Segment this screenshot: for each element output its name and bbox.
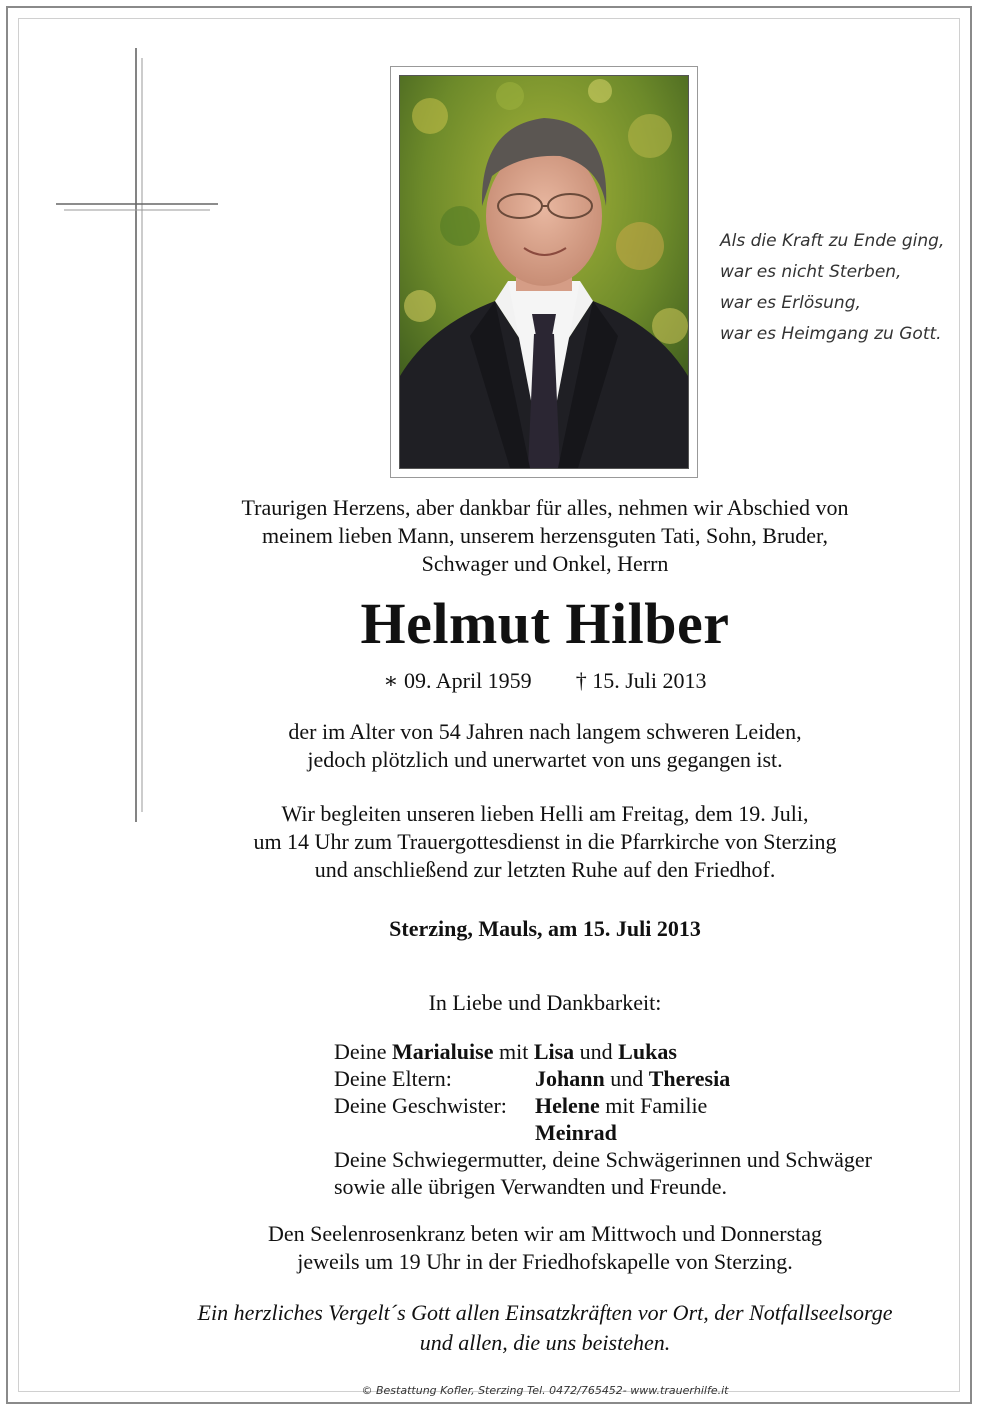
poem-line: war es nicht Sterben, <box>720 262 902 282</box>
intro-line: Traurigen Herzens, aber dankbar für alles, nehmen wir Abschied von <box>241 495 849 520</box>
intro-line: Schwager und Onkel, Herrn <box>421 551 669 576</box>
family-name: Theresia <box>648 1066 731 1091</box>
poem <box>720 226 970 350</box>
birth-date: ∗ 09. April 1959 <box>383 668 532 693</box>
family-name: Johann <box>535 1066 605 1091</box>
deceased-name: Helmut Hilber <box>360 591 730 656</box>
family-list <box>334 1038 872 1200</box>
family-name: Meinrad <box>535 1120 617 1145</box>
family-text: und <box>604 1066 649 1091</box>
thanks-line: und allen, die uns beistehen. <box>419 1330 671 1355</box>
footer-credit: © Bestattung Kofler, Sterzing Tel. 0472/765452- www.trauerhilfe.it <box>361 1384 729 1397</box>
funeral-line: Wir begleiten unseren lieben Helli am Freitag, dem 19. Juli, <box>281 801 809 826</box>
passing-line: jedoch plötzlich und unerwartet von uns gegangen ist. <box>307 747 783 772</box>
family-row <box>334 1065 872 1092</box>
family-name: Marialuise <box>392 1039 494 1064</box>
family-row: sowie alle übrigen Verwandten und Freunde. <box>334 1174 728 1199</box>
family-text: Deine <box>334 1039 393 1064</box>
family-row <box>334 1092 872 1119</box>
portrait-photo-frame <box>390 66 698 478</box>
family-name: Lisa <box>533 1039 575 1064</box>
thanks-line: Ein herzliches Vergelt´s Gott allen Einsatzkräften vor Ort, der Notfallseelsorge <box>197 1300 893 1325</box>
life-dates <box>150 668 940 694</box>
family-text: mit <box>493 1039 534 1064</box>
poem-line: Als die Kraft zu Ende ging, <box>720 231 945 251</box>
intro-text <box>150 494 940 578</box>
rosary-text <box>150 1220 940 1276</box>
funeral-text <box>150 800 940 884</box>
passing-line: der im Alter von 54 Jahren nach langem schweren Leiden, <box>288 719 802 744</box>
funeral-line: und anschließend zur letzten Ruhe auf den Friedhof. <box>314 857 776 882</box>
death-date: † 15. Juli 2013 <box>575 668 707 693</box>
family-row <box>334 1119 872 1146</box>
family-label: Deine Eltern: <box>334 1066 452 1091</box>
family-name: Lukas <box>618 1039 677 1064</box>
place-date: Sterzing, Mauls, am 15. Juli 2013 <box>389 916 701 941</box>
family-name: Helene <box>535 1093 600 1118</box>
thanks-text <box>150 1298 940 1358</box>
family-text: und <box>574 1039 619 1064</box>
poem-line: war es Heimgang zu Gott. <box>720 324 942 344</box>
passing-text <box>150 718 940 774</box>
portrait-photo <box>399 75 689 469</box>
family-text: mit Familie <box>599 1093 708 1118</box>
family-label: Deine Geschwister: <box>334 1093 507 1118</box>
rosary-line: jeweils um 19 Uhr in der Friedhofskapelle von Sterzing. <box>297 1249 793 1274</box>
family-row: Deine Schwiegermutter, deine Schwägerinnen und Schwäger <box>334 1147 872 1172</box>
portrait-illustration <box>400 76 688 468</box>
intro-line: meinem lieben Mann, unserem herzensguten Tati, Sohn, Bruder, <box>262 523 828 548</box>
family-row <box>334 1038 872 1065</box>
poem-line: war es Erlösung, <box>720 293 861 313</box>
funeral-line: um 14 Uhr zum Trauergottesdienst in die Pfarrkirche von Sterzing <box>253 829 837 854</box>
rosary-line: Den Seelenrosenkranz beten wir am Mittwoch und Donnerstag <box>267 1221 823 1246</box>
love-line: In Liebe und Dankbarkeit: <box>428 990 662 1015</box>
